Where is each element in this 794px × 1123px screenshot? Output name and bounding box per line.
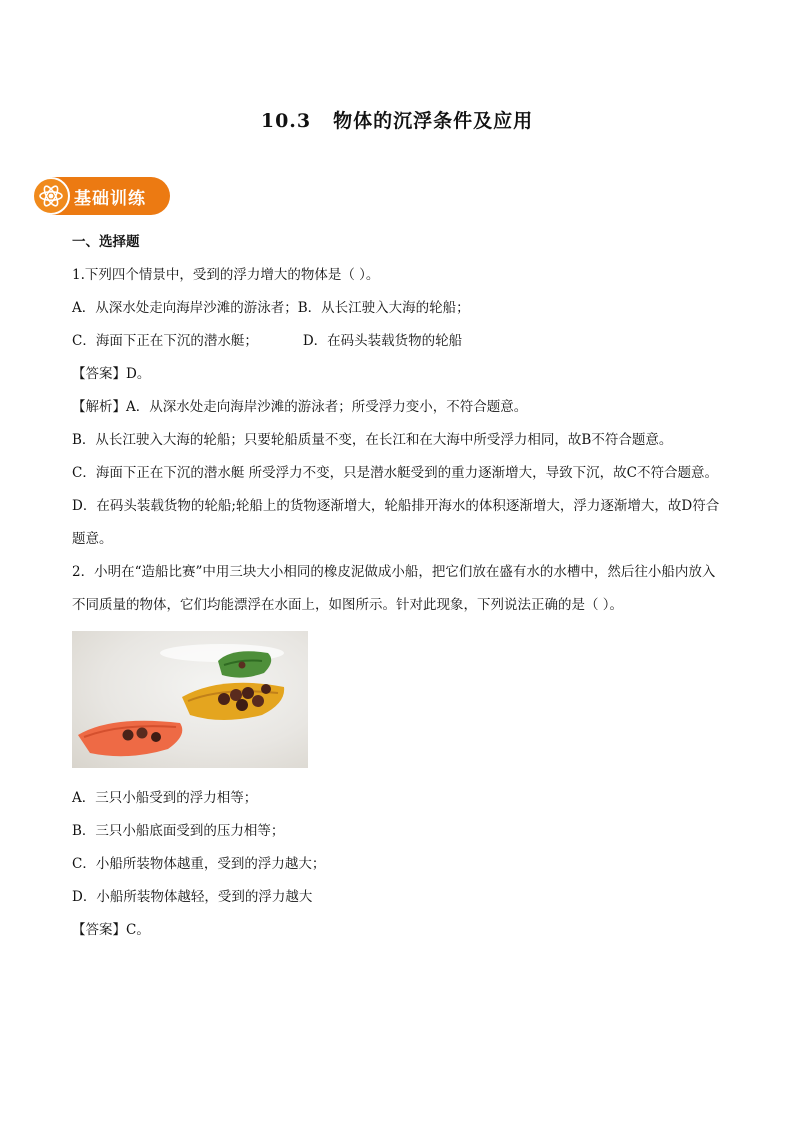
- q1-answer: 【答案】D。: [72, 366, 151, 382]
- q1-analysis-c: C．海面下正在下沉的潜水艇 所受浮力不变，只是潜水艇受到的重力逐渐增大，导致下沉，故C不符合题意。: [72, 465, 718, 481]
- atom-icon: [38, 183, 64, 209]
- q2-option-d: D．小船所装物体越轻，受到的浮力越大: [72, 889, 313, 905]
- basic-training-banner: [32, 177, 170, 215]
- section-title: 物体的沉浮条件及应用: [333, 110, 534, 132]
- q2-option-a: A．三只小船受到的浮力相等；: [72, 790, 258, 806]
- banner-label: 基础训练: [74, 189, 146, 209]
- q2-option-b: B．三只小船底面受到的压力相等；: [72, 823, 285, 839]
- q1-stem: 1.下列四个情景中，受到的浮力增大的物体是（ ）。: [72, 267, 380, 283]
- q1-analysis-a: 【解析】A．从深水处走向海岸沙滩的游泳者；所受浮力变小，不符合题意。: [72, 399, 528, 415]
- q2-stem: 2．小明在“造船比赛”中用三块大小相同的橡皮泥做成小船，把它们放在盛有水的水槽中，然后往小船内放入不同质量的物体，它们均能漂浮在水面上，如图所示。针对此现象，下列说法正确的是（ ）。: [72, 564, 716, 613]
- q1-option-d: D．在码头装载货物的轮船: [302, 333, 463, 349]
- q2-answer: 【答案】C。: [72, 922, 150, 938]
- q1-analysis-d: D．在码头装载货物的轮船;轮船上的货物逐渐增大，轮船排开海水的体积逐渐增大，浮力逐渐增大，故D符合题意。: [72, 498, 720, 547]
- banner-icon-circle: [32, 177, 70, 215]
- q1-options-ab: A．从深水处走向海岸沙滩的游泳者；B．从长江驶入大海的轮船；: [72, 300, 470, 316]
- boats-illustration: [72, 631, 308, 768]
- q1-options-cd: [72, 325, 727, 358]
- q1-option-c: C．海面下正在下沉的潜水艇；: [72, 333, 258, 349]
- section-heading: 一、选择题: [72, 234, 140, 250]
- q2-option-c: C．小船所装物体越重，受到的浮力越大；: [72, 856, 326, 872]
- page-title: [0, 106, 794, 133]
- document-body: [72, 226, 727, 947]
- section-number: 10.3: [260, 110, 312, 132]
- boats-photo: [72, 631, 308, 768]
- q1-analysis-b: B．从长江驶入大海的轮船；只要轮船质量不变，在长江和在大海中所受浮力相同，故B不符合题意。: [72, 432, 673, 448]
